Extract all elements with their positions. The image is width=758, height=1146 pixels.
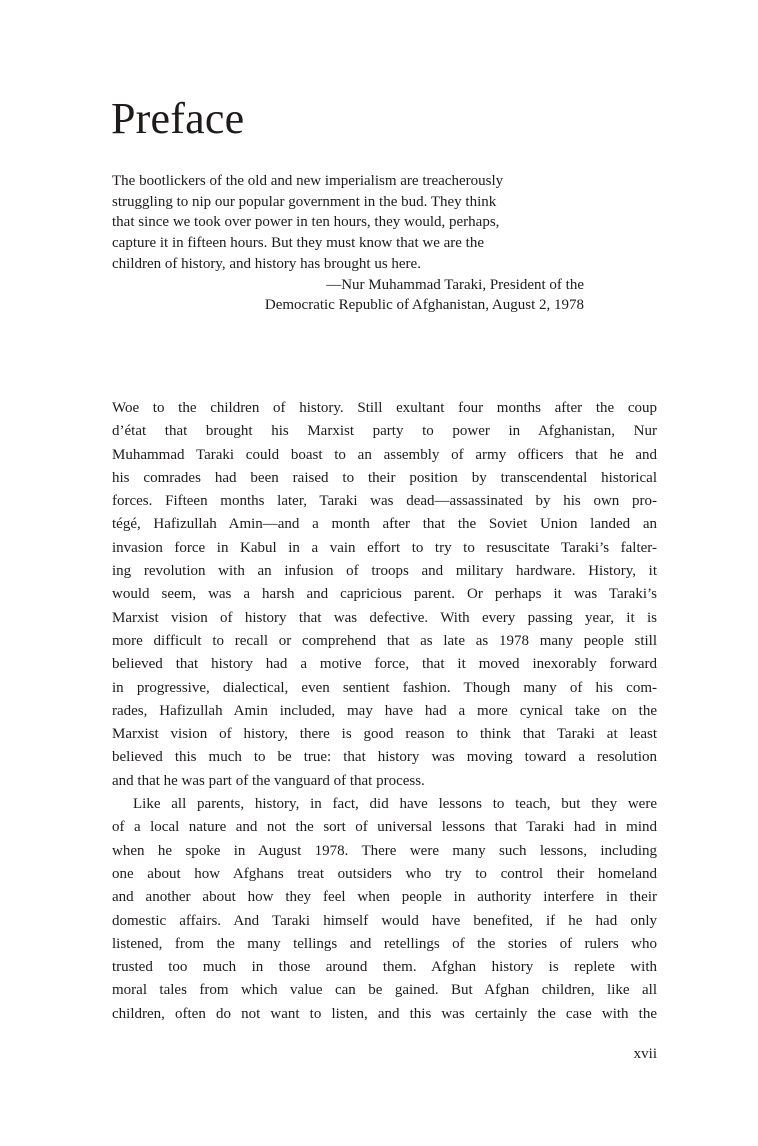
text-line: rades, Hafizullah Amin included, may have had a more cynical take on the [112,702,657,719]
text-line: Marxist vision of history, there is good reason to think that Taraki at least [112,726,657,743]
page-number: xvii [633,1046,657,1062]
text-line: Muhammad Taraki could boast to an assembly of army officers that he and [112,446,657,463]
epigraph [112,171,584,316]
text-line: d’état that brought his Marxist party to power in Afghanistan, Nur [112,423,657,440]
page-title: Preface [111,94,245,143]
text-line: Woe to the children of history. Still exultant four months after the coup [112,400,657,416]
text-line: in progressive, dialectical, even sentient fashion. Though many of his com- [112,679,657,696]
text-line: that since we took over power in ten hours, they would, perhaps, [112,214,500,231]
text-line: and that he was part of the vanguard of that process. [112,772,425,789]
text-line: of a local nature and not the sort of universal lessons that Taraki had in mind [112,819,657,836]
text-line: when he spoke in August 1978. There were many such lessons, including [112,842,657,859]
text-line: struggling to nip our popular government in the bud. They think [112,193,497,210]
text-line: tégé, Hafizullah Amin—and a month after that the Soviet Union landed an [112,516,657,533]
text-line: listened, from the many tellings and retellings of the stories of rulers who [112,935,657,952]
epigraph-attribution [112,275,584,316]
text-line: more difficult to recall or comprehend that as late as 1978 many people still [112,632,657,649]
text-line: Democratic Republic of Afghanistan, August 2, 1978 [264,297,584,314]
text-line: —Nur Muhammad Taraki, President of the [326,276,584,293]
text-line: would seem, was a harsh and capricious parent. Or perhaps it was Taraki’s [112,586,657,603]
text-line: capture it in fifteen hours. But they must know that we are the [112,235,484,252]
text-line: ing revolution with an infusion of troops and military hardware. History, it [112,563,657,580]
text-line: believed this much to be true: that history was moving toward a resolution [112,749,657,766]
text-line: forces. Fifteen months later, Taraki was dead—assassinated by his own pro- [112,493,657,510]
text-line: Marxist vision of history that was defective. With every passing year, it is [112,609,657,626]
text-line: children, often do not want to listen, and this was certainly the case with the [112,1005,657,1022]
paragraph [112,793,657,1026]
text-line: his comrades had been raised to their position by transcendental historical [112,469,657,486]
text-line: believed that history had a motive force, that it moved inexorably forward [112,656,657,673]
text-line: domestic affairs. And Taraki himself would have benefited, if he had only [112,912,657,929]
text-line: invasion force in Kabul in a vain effort to try to resuscitate Taraki’s falter- [112,539,657,556]
text-line: The bootlickers of the old and new imperialism are treacherously [112,173,504,189]
text-line: one about how Afghans treat outsiders who try to control their homeland [112,865,657,882]
epigraph-quote [112,171,584,275]
text-line: trusted too much in those around them. Afghan history is replete with [112,959,657,976]
text-line: moral tales from which value can be gained. But Afghan children, like all [112,982,657,999]
text-line: and another about how they feel when people in authority interfere in their [112,889,657,906]
body-text [112,397,657,1026]
paragraph [112,397,657,793]
text-line: Like all parents, history, in fact, did have lessons to teach, but they were [133,796,657,813]
text-line: children of history, and history has brought us here. [112,255,421,272]
